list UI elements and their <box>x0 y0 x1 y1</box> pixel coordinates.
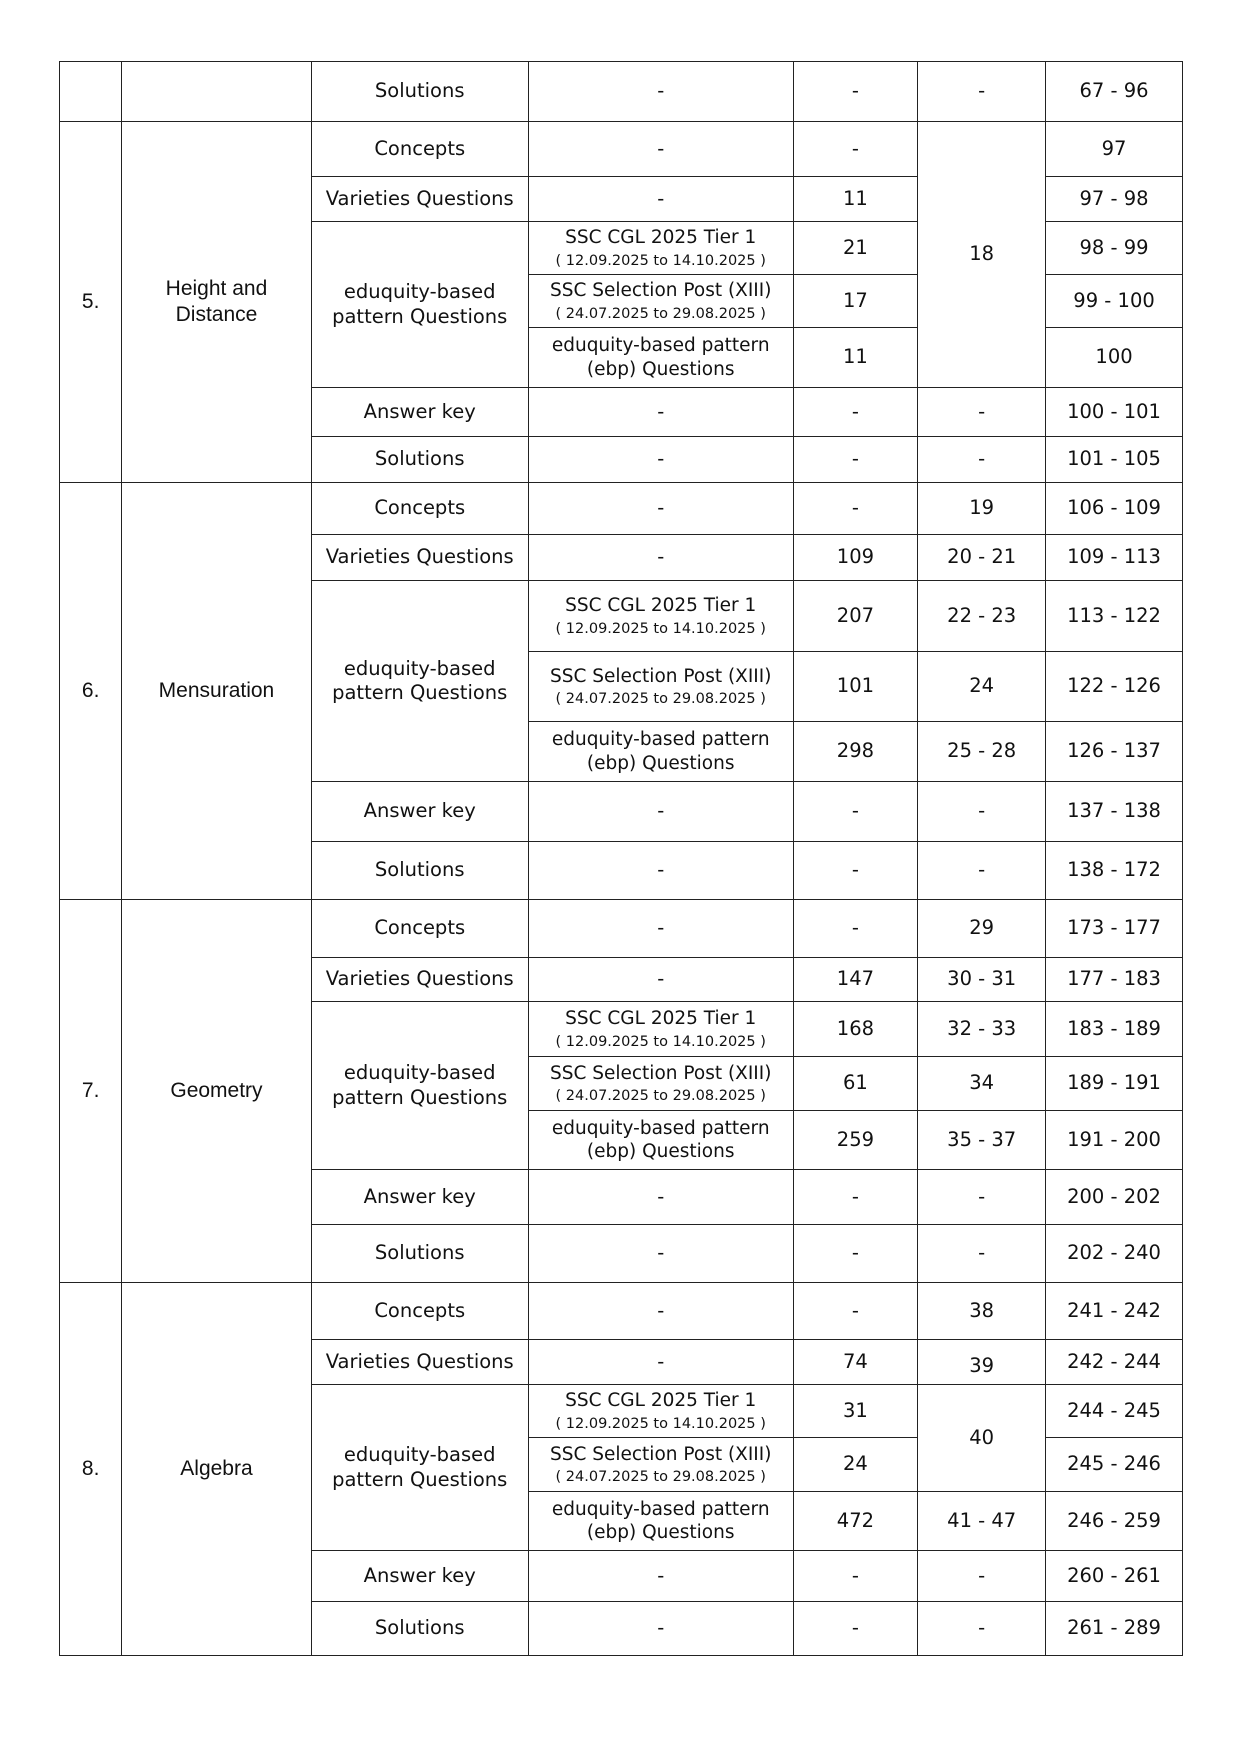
exam-dates: ( 24.07.2025 to 29.08.2025 ) <box>555 1088 766 1104</box>
sub-cell: - <box>528 122 793 177</box>
concept-pages-cell: 38 <box>918 1283 1046 1340</box>
sub-cell: eduquity-based pattern (ebp) Questions <box>528 1111 793 1170</box>
questions-cell: 11 <box>793 177 918 222</box>
questions-cell: - <box>793 900 918 958</box>
exam-name: SSC CGL 2025 Tier 1 <box>565 595 757 617</box>
questions-cell: 101 <box>793 652 918 722</box>
sub-cell <box>528 1057 793 1111</box>
chapter-number: 8. <box>60 1283 122 1656</box>
questions-cell: 17 <box>793 275 918 328</box>
concept-pages-cell: - <box>918 842 1046 900</box>
chapter-number: 7. <box>60 900 122 1283</box>
page-range-cell: 109 - 113 <box>1046 535 1183 581</box>
section-cell: Solutions <box>311 62 528 122</box>
concept-pages-cell: - <box>918 1551 1046 1602</box>
section-cell: Answer key <box>311 1551 528 1602</box>
page-range-cell: 122 - 126 <box>1046 652 1183 722</box>
exam-name: SSC CGL 2025 Tier 1 <box>565 227 757 249</box>
sub-cell: - <box>528 1225 793 1283</box>
section-cell: Answer key <box>311 782 528 842</box>
chapter-cell <box>122 62 311 122</box>
exam-dates: ( 24.07.2025 to 29.08.2025 ) <box>555 1469 766 1485</box>
sub-cell: - <box>528 1170 793 1225</box>
sub-cell: - <box>528 1602 793 1656</box>
page-range-cell: 245 - 246 <box>1046 1438 1183 1492</box>
concept-pages-cell: - <box>918 62 1046 122</box>
questions-cell: - <box>793 1602 918 1656</box>
page-range-cell: 97 <box>1046 122 1183 177</box>
questions-cell: 168 <box>793 1002 918 1057</box>
questions-cell: - <box>793 1170 918 1225</box>
page-range-cell: 98 - 99 <box>1046 222 1183 275</box>
concept-pages-cell: 40 <box>918 1385 1046 1492</box>
chapter-title: Height and Distance <box>122 122 311 483</box>
concept-pages-cell: 29 <box>918 900 1046 958</box>
concept-pages-cell: - <box>918 388 1046 437</box>
exam-dates: ( 24.07.2025 to 29.08.2025 ) <box>555 691 766 707</box>
section-cell: Solutions <box>311 842 528 900</box>
sub-cell: eduquity-based pattern (ebp) Questions <box>528 1492 793 1551</box>
sub-cell <box>528 1002 793 1057</box>
exam-dates: ( 24.07.2025 to 29.08.2025 ) <box>555 305 766 322</box>
concept-pages-cell: 19 <box>918 483 1046 535</box>
sub-cell <box>528 581 793 652</box>
questions-cell: - <box>793 122 918 177</box>
questions-cell: 61 <box>793 1057 918 1111</box>
sub-cell: eduquity-based pattern (ebp) Questions <box>528 328 793 388</box>
page-range-cell: 261 - 289 <box>1046 1602 1183 1656</box>
questions-cell: - <box>793 437 918 483</box>
exam-name: SSC Selection Post (XIII) <box>549 1062 772 1084</box>
section-cell: Solutions <box>311 1602 528 1656</box>
page-range-cell: 183 - 189 <box>1046 1002 1183 1057</box>
chapter-title: Mensuration <box>122 483 311 900</box>
sub-cell: - <box>528 437 793 483</box>
sub-cell: eduquity-based pattern (ebp) Questions <box>528 722 793 782</box>
concept-pages-cell: - <box>918 437 1046 483</box>
exam-name: SSC CGL 2025 Tier 1 <box>565 1008 757 1030</box>
page-range-cell: 99 - 100 <box>1046 275 1183 328</box>
section-cell: Answer key <box>311 388 528 437</box>
page-range-cell: 137 - 138 <box>1046 782 1183 842</box>
questions-cell: 21 <box>793 222 918 275</box>
sub-cell: - <box>528 958 793 1002</box>
section-cell: eduquity-based pattern Questions <box>311 1385 528 1551</box>
sno-cell <box>60 62 122 122</box>
section-cell: Varieties Questions <box>311 177 528 222</box>
table-row <box>60 900 1183 958</box>
exam-dates: ( 12.09.2025 to 14.10.2025 ) <box>555 252 766 269</box>
sub-cell: - <box>528 535 793 581</box>
page-range-cell: 200 - 202 <box>1046 1170 1183 1225</box>
sub-cell <box>528 275 793 328</box>
section-cell: eduquity-based pattern Questions <box>311 581 528 782</box>
table-row <box>60 62 1183 122</box>
section-cell: Concepts <box>311 483 528 535</box>
concept-pages-cell: 30 - 31 <box>918 958 1046 1002</box>
section-cell: Varieties Questions <box>311 1340 528 1385</box>
concept-pages-cell: 41 - 47 <box>918 1492 1046 1551</box>
page-range-cell: 101 - 105 <box>1046 437 1183 483</box>
page-range-cell: 241 - 242 <box>1046 1283 1183 1340</box>
section-cell: Answer key <box>311 1170 528 1225</box>
sub-cell: - <box>528 1340 793 1385</box>
concept-pages-cell: 20 - 21 <box>918 535 1046 581</box>
page-range-cell: 202 - 240 <box>1046 1225 1183 1283</box>
questions-cell: - <box>793 1283 918 1340</box>
sub-cell: - <box>528 782 793 842</box>
questions-cell: 31 <box>793 1385 918 1438</box>
chapter-title: Algebra <box>122 1283 311 1656</box>
questions-cell: - <box>793 483 918 535</box>
page-range-cell: 126 - 137 <box>1046 722 1183 782</box>
exam-dates: ( 12.09.2025 to 14.10.2025 ) <box>555 1415 766 1432</box>
page-range-cell: 191 - 200 <box>1046 1111 1183 1170</box>
questions-cell: 109 <box>793 535 918 581</box>
table-row <box>60 122 1183 177</box>
concept-pages-cell: 35 - 37 <box>918 1111 1046 1170</box>
section-cell: Solutions <box>311 1225 528 1283</box>
questions-cell: 147 <box>793 958 918 1002</box>
questions-cell: - <box>793 842 918 900</box>
sub-cell: - <box>528 62 793 122</box>
questions-cell: - <box>793 388 918 437</box>
sub-cell: - <box>528 900 793 958</box>
concept-pages-cell: - <box>918 1602 1046 1656</box>
questions-cell: 74 <box>793 1340 918 1385</box>
section-cell: eduquity-based pattern Questions <box>311 1002 528 1170</box>
page-range-cell: 189 - 191 <box>1046 1057 1183 1111</box>
questions-cell: - <box>793 782 918 842</box>
exam-name: SSC Selection Post (XIII) <box>549 665 772 687</box>
page-range-cell: 97 - 98 <box>1046 177 1183 222</box>
questions-cell: - <box>793 1225 918 1283</box>
sub-cell: - <box>528 1283 793 1340</box>
exam-name: SSC Selection Post (XIII) <box>549 1443 772 1465</box>
concept-pages-cell: 39 <box>918 1340 1046 1385</box>
concept-pages-cell: 32 - 33 <box>918 1002 1046 1057</box>
section-cell: Varieties Questions <box>311 535 528 581</box>
page-range-cell: 260 - 261 <box>1046 1551 1183 1602</box>
concept-pages-cell: 34 <box>918 1057 1046 1111</box>
sub-cell: - <box>528 483 793 535</box>
page-range-cell: 244 - 245 <box>1046 1385 1183 1438</box>
table-row <box>60 1283 1183 1340</box>
page-range-cell: 177 - 183 <box>1046 958 1183 1002</box>
section-cell: Concepts <box>311 122 528 177</box>
exam-name: SSC CGL 2025 Tier 1 <box>565 1390 757 1412</box>
section-cell: Varieties Questions <box>311 958 528 1002</box>
chapter-number: 6. <box>60 483 122 900</box>
page-range-cell: 242 - 244 <box>1046 1340 1183 1385</box>
sub-cell: - <box>528 177 793 222</box>
concept-pages-cell: 22 - 23 <box>918 581 1046 652</box>
concept-pages-cell: 25 - 28 <box>918 722 1046 782</box>
concept-pages-cell: - <box>918 1225 1046 1283</box>
exam-name: SSC Selection Post (XIII) <box>549 280 772 302</box>
page-range-cell: 67 - 96 <box>1046 62 1183 122</box>
questions-cell: - <box>793 62 918 122</box>
questions-cell: 298 <box>793 722 918 782</box>
sub-cell <box>528 1385 793 1438</box>
sub-cell: - <box>528 1551 793 1602</box>
page-range-cell: 100 - 101 <box>1046 388 1183 437</box>
questions-cell: 11 <box>793 328 918 388</box>
chapter-number: 5. <box>60 122 122 483</box>
questions-cell: 472 <box>793 1492 918 1551</box>
chapter-title: Geometry <box>122 900 311 1283</box>
concept-pages-cell: - <box>918 782 1046 842</box>
concept-pages-cell: - <box>918 1170 1046 1225</box>
section-cell: Concepts <box>311 1283 528 1340</box>
sub-cell <box>528 222 793 275</box>
sub-cell: - <box>528 842 793 900</box>
sub-cell <box>528 1438 793 1492</box>
page-range-cell: 113 - 122 <box>1046 581 1183 652</box>
page-range-cell: 173 - 177 <box>1046 900 1183 958</box>
sub-cell: - <box>528 388 793 437</box>
page-range-cell: 106 - 109 <box>1046 483 1183 535</box>
page-range-cell: 246 - 259 <box>1046 1492 1183 1551</box>
questions-cell: - <box>793 1551 918 1602</box>
section-cell: Solutions <box>311 437 528 483</box>
exam-dates: ( 12.09.2025 to 14.10.2025 ) <box>555 620 766 637</box>
exam-dates: ( 12.09.2025 to 14.10.2025 ) <box>555 1033 766 1050</box>
concept-pages-cell: 18 <box>918 122 1046 388</box>
page-range-cell: 138 - 172 <box>1046 842 1183 900</box>
questions-cell: 259 <box>793 1111 918 1170</box>
concept-pages-cell: 24 <box>918 652 1046 722</box>
table-row <box>60 483 1183 535</box>
page-range-cell: 100 <box>1046 328 1183 388</box>
section-cell: Concepts <box>311 900 528 958</box>
contents-table <box>59 61 1183 1656</box>
sub-cell <box>528 652 793 722</box>
section-cell: eduquity-based pattern Questions <box>311 222 528 388</box>
questions-cell: 207 <box>793 581 918 652</box>
questions-cell: 24 <box>793 1438 918 1492</box>
